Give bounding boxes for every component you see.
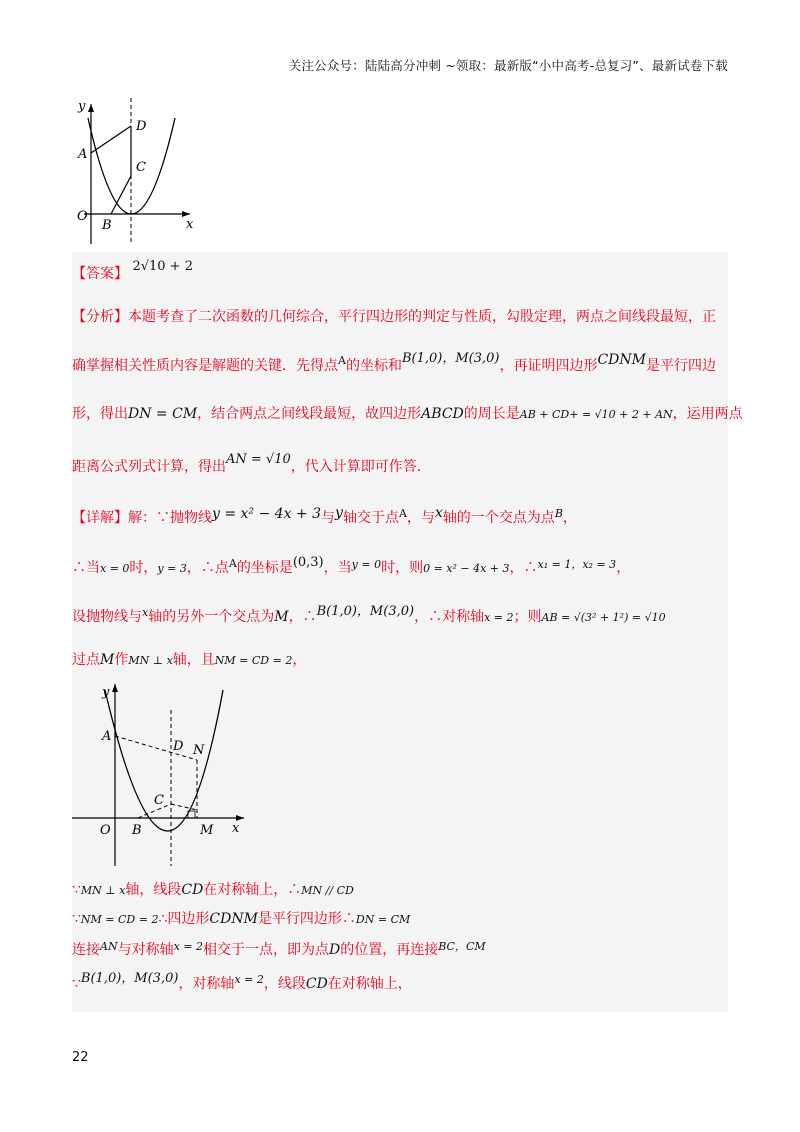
answer-value: 2√10 + 2 bbox=[132, 259, 193, 274]
proof-text-2a: ∵ bbox=[72, 911, 81, 927]
proof-text-2e: 是平行四边形∴ bbox=[257, 911, 356, 927]
proof-text-3c: 与对称轴 bbox=[117, 942, 174, 958]
math-parabola: y = x² − 4x + 3 bbox=[212, 506, 322, 522]
point-b: B bbox=[554, 507, 563, 520]
math-axis: x = 2 bbox=[173, 940, 203, 953]
detail-text-3i: ；则 bbox=[513, 609, 542, 625]
fig2-label-c: C bbox=[154, 793, 164, 808]
detail-line-1 bbox=[72, 505, 577, 529]
detail-text-2g: 的坐标是 bbox=[236, 560, 293, 576]
math-bc-cm: BC，CM bbox=[438, 940, 486, 953]
detail-text-4c: 作 bbox=[114, 652, 129, 668]
page-header: 关注公众号：陆陆高分冲刺 ~领取：最新版“小中高考-总复习”、最新试卷下载 bbox=[288, 58, 728, 73]
proof-text-3a: 连接 bbox=[72, 942, 100, 958]
proof-text-4e: ，线段 bbox=[263, 976, 306, 992]
fig1-label-o: O bbox=[77, 209, 88, 224]
detail-text-2e: ，∴点 bbox=[186, 560, 229, 576]
detail-text-3c: 轴的另外一个交点为 bbox=[148, 609, 275, 625]
math-mn-parallel: MN // CD bbox=[301, 884, 354, 897]
math-axis: x = 2 bbox=[234, 973, 264, 986]
math-cd: CD bbox=[305, 976, 328, 992]
math-roots: x₁ = 1，x₂ = 3 bbox=[537, 558, 617, 571]
math-eq0: 0 = x² − 4x + 3 bbox=[423, 562, 510, 575]
detail-text-2k: 时，则 bbox=[381, 560, 424, 576]
point-a: A bbox=[338, 354, 346, 367]
detail-text-2o: ， bbox=[616, 560, 631, 576]
answer-line bbox=[72, 259, 193, 285]
detail-text-4a: 过点 bbox=[72, 652, 100, 668]
point-a: A bbox=[228, 557, 237, 570]
math-bm: B(1,0)，M(3,0) bbox=[316, 604, 415, 619]
math-nm-cd: NM = CD = 2 bbox=[80, 913, 159, 926]
detail-text-3e: ，∴ bbox=[288, 609, 317, 625]
math-abcd: ABCD bbox=[421, 406, 464, 422]
proof-text-2c: ∴四边形 bbox=[158, 911, 210, 927]
analysis-text-3e: 的周长是 bbox=[463, 406, 520, 422]
analysis-line-3 bbox=[72, 404, 743, 425]
math-y0: y = 0 bbox=[351, 558, 382, 571]
fig2-label-a: A bbox=[102, 729, 112, 744]
math-dn-cm: DN = CM bbox=[128, 406, 198, 422]
analysis-line-2 bbox=[72, 351, 716, 377]
analysis-text-3a: 形，得出 bbox=[72, 406, 128, 422]
math-cd: CD bbox=[181, 882, 204, 898]
detail-text-2m: ，∴ bbox=[509, 560, 538, 576]
detail-line-3 bbox=[72, 604, 666, 628]
detail-line-4 bbox=[72, 650, 306, 671]
proof-text-4c: ，对称轴 bbox=[178, 976, 235, 992]
detail-tag: 【详解】 bbox=[72, 510, 128, 526]
math-mn-perp: MN ⊥ x bbox=[80, 884, 126, 897]
fig1-label-x: x bbox=[186, 217, 194, 232]
point-a: A bbox=[398, 507, 407, 520]
proof-line-3 bbox=[72, 940, 486, 961]
math-cdnm: CDNM bbox=[209, 911, 258, 927]
proof-text-1a: ∵ bbox=[72, 882, 81, 898]
analysis-text-2g: 是平行四边 bbox=[646, 358, 716, 374]
detail-text-1i: 轴的一个交点为点 bbox=[442, 510, 555, 526]
proof-line-1 bbox=[72, 880, 354, 901]
proof-text-4g: 在对称轴上， bbox=[327, 976, 412, 992]
fig1-label-b: B bbox=[102, 218, 112, 233]
math-bm: B(1,0)，M(3,0) bbox=[401, 351, 500, 366]
proof-text-1c: 轴，线段 bbox=[125, 882, 182, 898]
proof-text-4a: ∵ bbox=[72, 976, 81, 992]
proof-line-4 bbox=[72, 971, 412, 995]
math-mn-perp: MN ⊥ x bbox=[128, 654, 173, 667]
math-cdnm: CDNM bbox=[597, 352, 646, 368]
fig2-label-y: y bbox=[102, 685, 110, 700]
math-x: x bbox=[434, 505, 443, 521]
math-a-coord: (0,3) bbox=[292, 555, 324, 570]
detail-text-1e: 轴交于点 bbox=[342, 510, 399, 526]
math-x0: x = 0 bbox=[100, 562, 130, 575]
analysis-text-1: 本题考查了二次函数的几何综合，平行四边形的判定与性质，勾股定理，两点之间线段最短，正 bbox=[128, 309, 716, 325]
proof-text-1e: 在对称轴上，∴ bbox=[203, 882, 302, 898]
math-y: y bbox=[335, 505, 343, 521]
fig1-label-c: C bbox=[136, 160, 146, 175]
detail-text-1g: ，与 bbox=[406, 510, 435, 526]
detail-text-1k: ， bbox=[562, 510, 577, 526]
detail-line-2 bbox=[72, 555, 631, 579]
analysis-text-2e: ，再证明四边形 bbox=[499, 358, 598, 374]
math-axis: x = 2 bbox=[484, 611, 514, 624]
analysis-line-4 bbox=[72, 452, 431, 478]
math-an: AN = √10 bbox=[226, 452, 291, 467]
detail-text-2a: ∴当 bbox=[72, 560, 100, 576]
math-an: AN bbox=[100, 940, 118, 953]
detail-text-2i: ，当 bbox=[323, 560, 352, 576]
point-d: D bbox=[329, 942, 341, 958]
fig2-label-d: D bbox=[173, 739, 184, 754]
analysis-text-2a: 确掌握相关性质内容是解题的关键．先得点 bbox=[72, 358, 338, 374]
fig1-label-a: A bbox=[78, 147, 88, 162]
analysis-text-4c: ，代入计算即可作答． bbox=[290, 459, 431, 475]
fig1-label-d: D bbox=[136, 119, 147, 134]
analysis-text-3c: ，结合两点之间线段最短，故四边形 bbox=[197, 406, 422, 422]
math-x: x bbox=[142, 606, 149, 619]
detail-text-1c: 与 bbox=[321, 510, 336, 526]
detail-text-4g: ， bbox=[292, 652, 307, 668]
analysis-line-1 bbox=[72, 307, 716, 327]
math-dn-cm: DN = CM bbox=[355, 913, 411, 926]
detail-text-2c: 时， bbox=[129, 560, 158, 576]
analysis-tag: 【分析】 bbox=[72, 309, 128, 325]
point-m: M bbox=[274, 609, 289, 625]
detail-text-4e: 轴，且 bbox=[172, 652, 215, 668]
fig1-label-y: y bbox=[78, 99, 86, 114]
math-ab: AB = √(3² + 1²) = √10 bbox=[541, 611, 666, 624]
page-number: 22 bbox=[72, 1050, 89, 1065]
fig2-label-m: M bbox=[200, 823, 214, 838]
math-nm-cd: NM = CD = 2 bbox=[214, 654, 293, 667]
answer-tag: 【答案】 bbox=[72, 266, 128, 282]
detail-text-3g: ，∴对称轴 bbox=[414, 609, 485, 625]
fig2-label-o: O bbox=[100, 823, 111, 838]
detail-text-1a: 解：∵抛物线 bbox=[128, 510, 212, 526]
math-bm: B(1,0)，M(3,0) bbox=[80, 971, 179, 986]
math-perimeter: AB + CD+ = √10 + 2 + AN bbox=[519, 408, 673, 421]
proof-line-2 bbox=[72, 909, 410, 930]
fig2-label-x: x bbox=[232, 821, 240, 836]
fig2-label-n: N bbox=[193, 743, 205, 758]
figure-2-parabola bbox=[72, 680, 262, 870]
analysis-text-2c: 的坐标和 bbox=[345, 358, 402, 374]
analysis-text-4a: 距离公式列式计算，得出 bbox=[72, 459, 226, 475]
proof-text-3g: 的位置，再连接 bbox=[340, 942, 439, 958]
point-m: M bbox=[100, 652, 115, 668]
detail-text-3a: 设抛物线与 bbox=[72, 609, 142, 625]
math-y3: y = 3 bbox=[157, 562, 187, 575]
analysis-text-3g: ，运用两点 bbox=[672, 406, 743, 422]
proof-text-3e: 相交于一点，即为点 bbox=[203, 942, 329, 958]
fig2-label-b: B bbox=[132, 823, 142, 838]
figure-1-parabola bbox=[72, 96, 202, 246]
